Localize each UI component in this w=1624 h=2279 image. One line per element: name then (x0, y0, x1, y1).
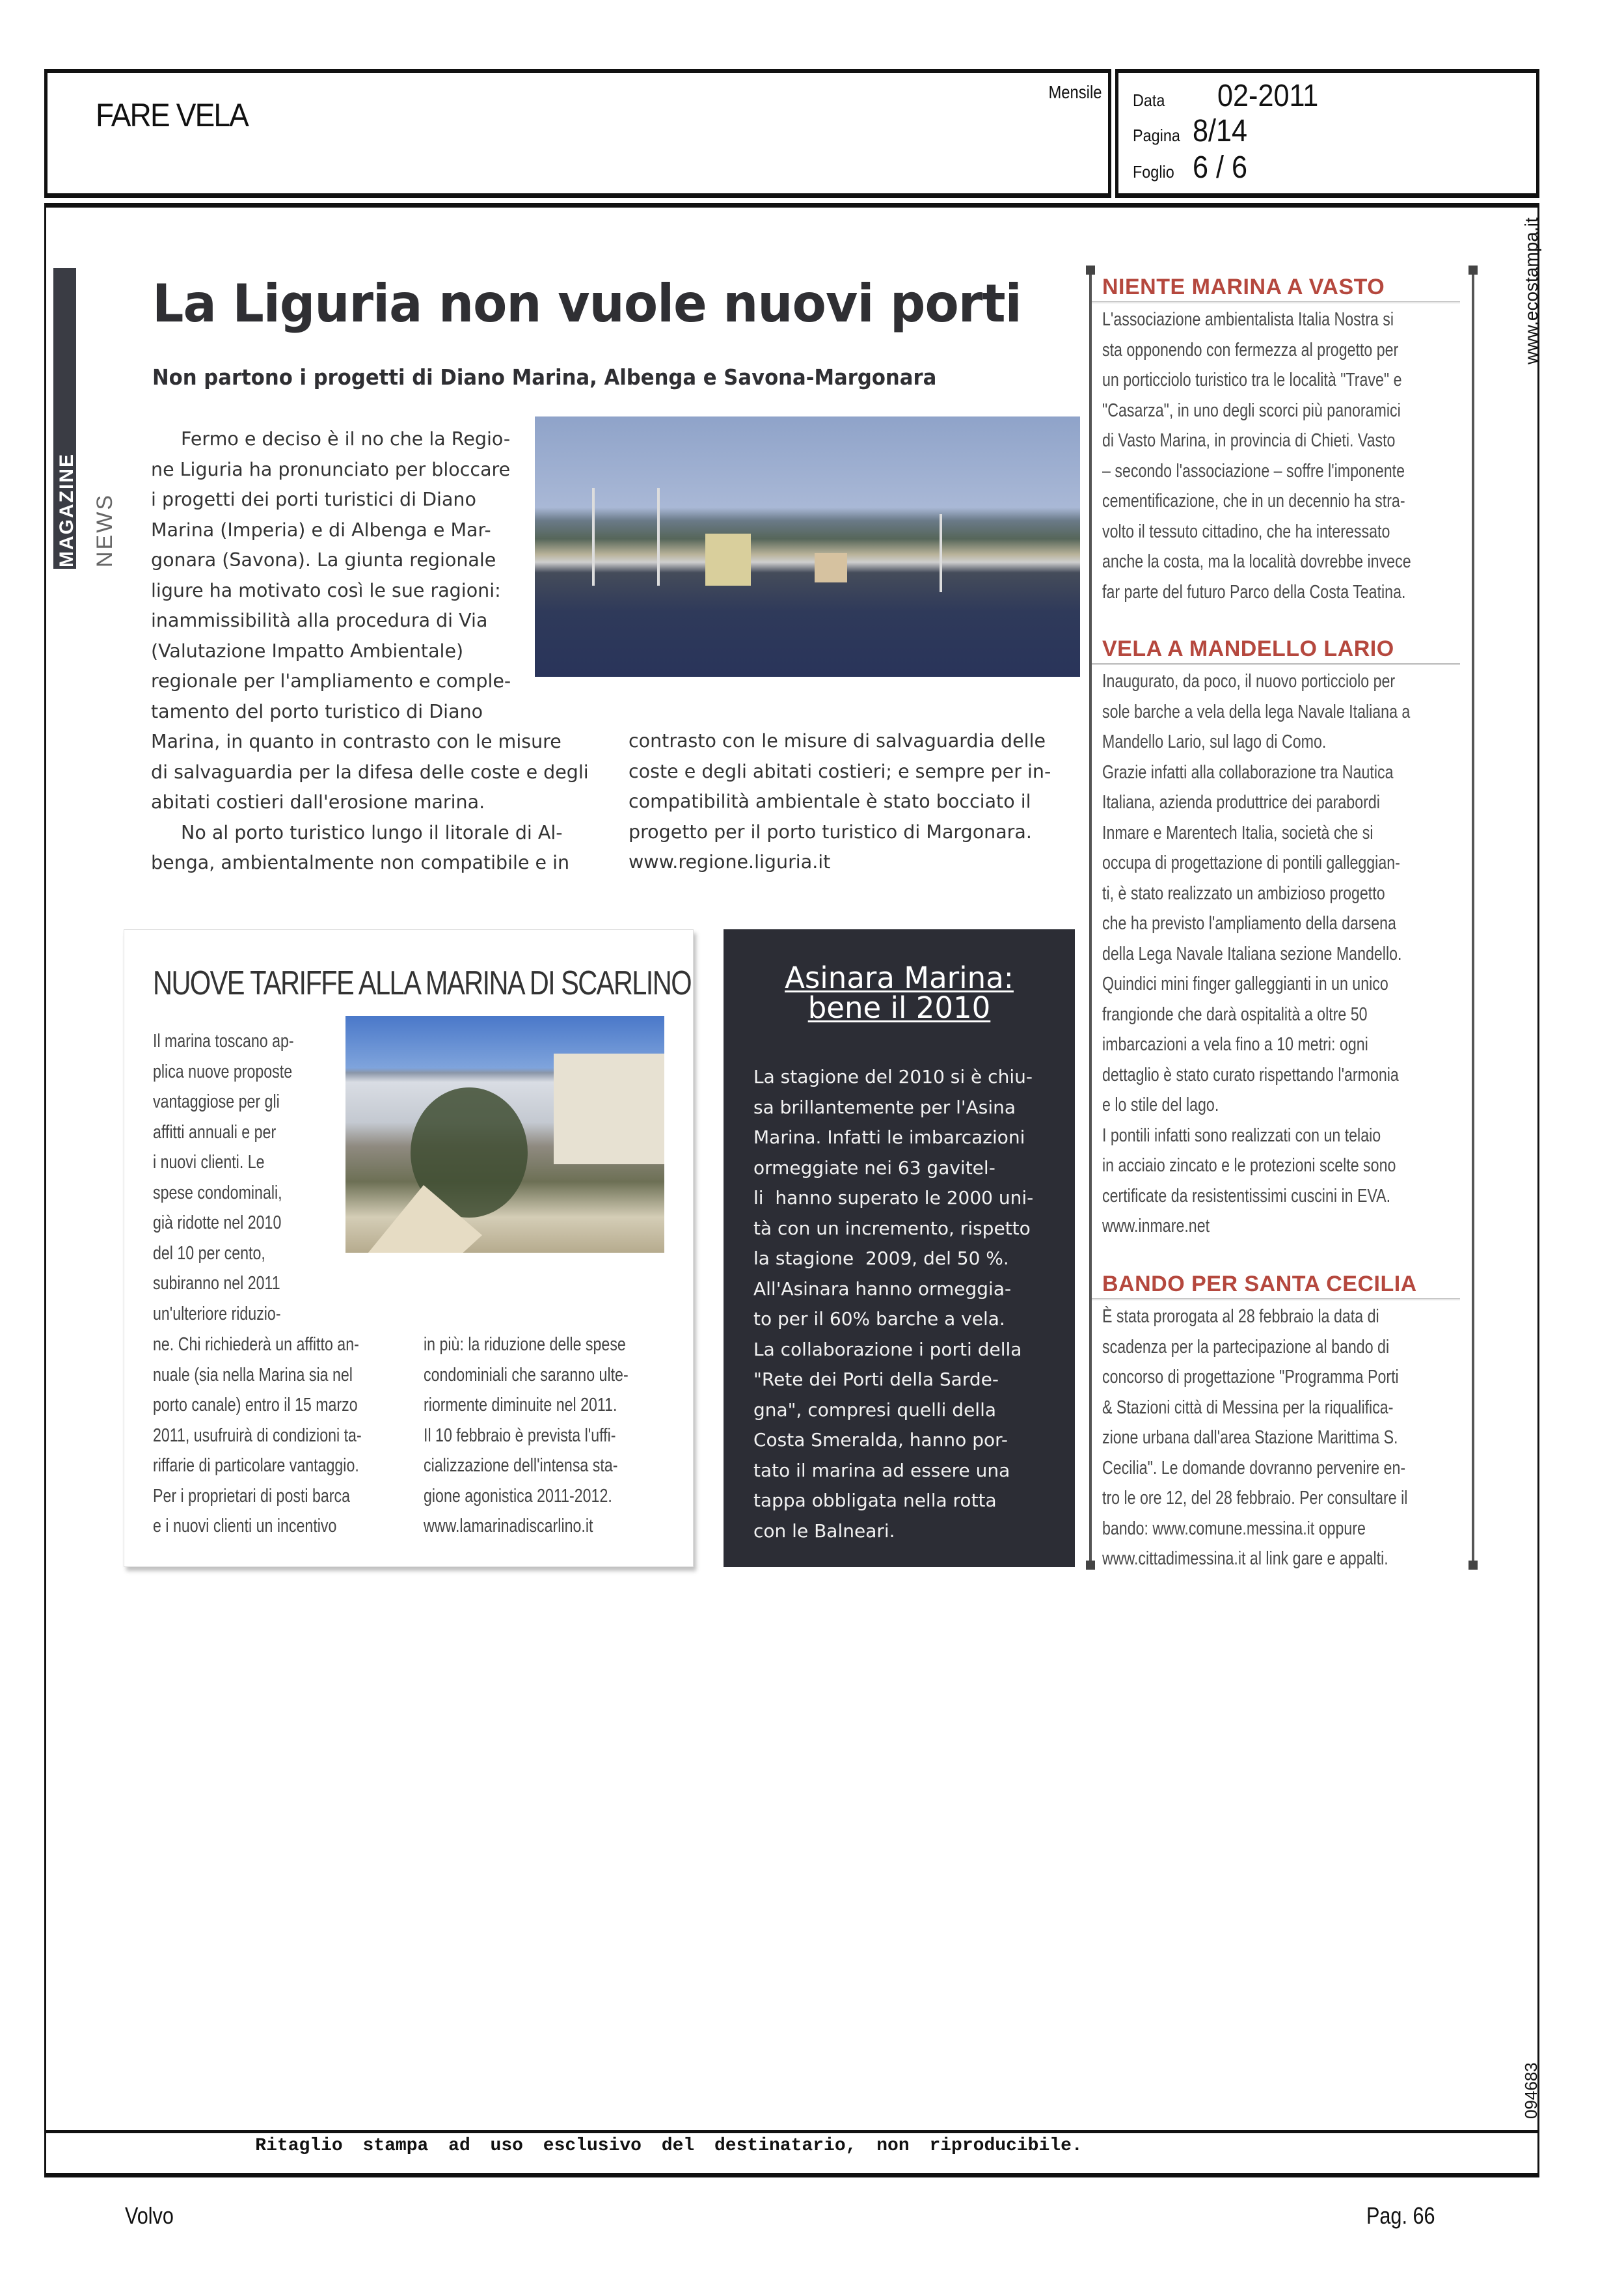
text-line: affitti annuali e per (153, 1121, 277, 1143)
text-line: con le Balneari. (753, 1520, 895, 1542)
text-line: Italiana, azienda produttrice dei parabordi (1102, 792, 1380, 813)
photo-mast (940, 514, 942, 592)
text-line: di salvaguardia per la difesa delle coste e degli (151, 761, 589, 783)
text-line: tro le ore 12, del 28 febbraio. Per consultare il (1102, 1488, 1408, 1508)
text-line: riffarie di particolare vantaggio. (153, 1455, 359, 1476)
rule-cap (1086, 266, 1095, 275)
meta-page-value: 8/14 (1193, 114, 1248, 148)
section-tab-label: MAGAZINE (56, 453, 77, 567)
text-line: ne. Chi richiederà un affitto an- (153, 1334, 359, 1355)
text-line: cementificazione, che in un decennio ha stra- (1102, 491, 1405, 512)
text-line: Marina, in quanto in contrasto con le misure (151, 731, 562, 752)
page-number: Pag. 66 (1366, 2202, 1435, 2229)
news-heading: BANDO PER SANTA CECILIA (1092, 1272, 1460, 1300)
scarlino-news-box (124, 929, 694, 1567)
marina-photo-liguria (535, 416, 1080, 677)
article-link[interactable]: www.regione.liguria.it (629, 851, 831, 873)
news-item-santa-cecilia (1102, 1272, 1461, 1574)
text-line: (Valutazione Impatto Ambientale) (151, 640, 464, 662)
text-line: ne Liguria ha pronunciato per bloccare (151, 458, 511, 480)
text-line: concorso di progettazione "Programma Porti (1102, 1367, 1399, 1387)
clipping-notice: Ritaglio stampa ad uso esclusivo del destinatario, non riproducibile. (255, 2136, 1083, 2156)
text-line: in più: la riduzione delle spese (424, 1334, 626, 1355)
rule-cap (1468, 1561, 1478, 1570)
article-column-2 (629, 726, 1071, 878)
article-headline: La Liguria non vuole nuovi porti (152, 273, 1022, 334)
asinara-title-line-1: Asinara Marina: (785, 961, 1014, 995)
text-line: e i nuovi clienti un incentivo (153, 1516, 337, 1536)
text-line: un porticciolo turistico tra le località "Trave" e (1102, 370, 1402, 390)
news-heading: VELA A MANDELLO LARIO (1092, 636, 1460, 665)
text-line: sta opponendo con fermezza al progetto per (1102, 339, 1399, 361)
news-body (1102, 666, 1461, 1242)
text-line: & Stazioni città di Messina per la riqualifica- (1102, 1397, 1394, 1418)
publication-title: FARE VELA (96, 97, 248, 133)
text-line: che ha previsto l'ampliamento della darsena (1102, 913, 1396, 934)
header-meta-box (1115, 69, 1539, 198)
text-line: Il 10 febbraio è prevista l'uffi- (424, 1425, 616, 1446)
text-line: regionale per l'ampliamento e comple- (151, 670, 511, 692)
text-line: porto canale) entro il 15 marzo (153, 1395, 358, 1415)
text-line: tappa obbligata nella rotta (753, 1490, 997, 1511)
text-line: 2011, usufruirà di condizioni ta- (153, 1425, 362, 1446)
text-line: del 10 per cento, (153, 1242, 265, 1264)
scarlino-link[interactable]: www.lamarinadiscarlino.it (424, 1516, 593, 1536)
text-line: contrasto con le misure di salvaguardia delle (629, 730, 1046, 752)
text-line: tamento del porto turistico di Diano (151, 700, 483, 722)
meta-date (1133, 78, 1330, 114)
text-line: dettaglio è stato curato rispettando l'armonia (1102, 1064, 1399, 1085)
scarlino-column-a (153, 1026, 309, 1329)
text-line: della Lega Navale Italiana sezione Mandello. (1102, 943, 1402, 964)
text-line: Costa Smeralda, hanno por- (753, 1429, 1008, 1451)
text-line: gna", compresi quelli della (753, 1399, 997, 1421)
text-line: gione agonistica 2011-2012. (424, 1485, 612, 1507)
text-line: cializzazione dell'intensa sta- (424, 1455, 618, 1476)
news-heading: NIENTE MARINA A VASTO (1092, 275, 1460, 303)
photo-building (815, 553, 847, 582)
news-item-vasto (1102, 275, 1461, 607)
asinara-title-line-2: bene il 2010 (807, 990, 991, 1025)
meta-page-label: Pagina (1133, 126, 1180, 145)
text-line: I pontili infatti sono realizzati con un telaio (1102, 1125, 1381, 1146)
text-line: la stagione 2009, del 50 %. (753, 1248, 1009, 1269)
text-line: compatibilità ambientale è stato bocciato il (629, 791, 1031, 812)
meta-sheet (1133, 150, 1253, 185)
text-line: Marina (Imperia) e di Albenga e Mar- (151, 519, 491, 541)
text-line: scadenza per la partecipazione al bando di (1102, 1336, 1390, 1358)
text-line: abitati costieri dall'erosione marina. (151, 791, 485, 813)
text-line: già ridotte nel 2010 (153, 1212, 282, 1233)
text-line: coste e degli abitati costieri; e sempre per in- (629, 760, 1051, 782)
text-line: Quindici mini finger galleggianti in un unico (1102, 974, 1388, 994)
text-line: Fermo e deciso è il no che la Regio- (181, 428, 511, 450)
text-line: anche la costa, ma la località dovrebbe invece (1102, 551, 1411, 572)
text-line: Inaugurato, da poco, il nuovo porticciolo per (1102, 671, 1396, 692)
meta-sheet-label: Foglio (1133, 162, 1174, 182)
text-line: ormeggiate nei 63 gavitel- (753, 1156, 995, 1179)
text-line: imbarcazioni a vela fino a 10 metri: ogni (1102, 1034, 1368, 1055)
news-link[interactable]: bando: www.comune.messina.it oppure (1102, 1518, 1366, 1539)
meta-date-value: 02-2011 (1217, 79, 1319, 113)
text-line: riormente diminuite nel 2011. (424, 1395, 617, 1415)
text-line: "Casarza", in uno degli scorci più panoramici (1102, 400, 1401, 421)
scarlino-column-c (424, 1330, 671, 1542)
text-line: li hanno superato le 2000 uni- (753, 1187, 1034, 1208)
text-line: Marina. Infatti le imbarcazioni (753, 1126, 1025, 1148)
text-line: tà con un incremento, rispetto (753, 1217, 1031, 1239)
photo-mast (657, 488, 660, 586)
text-line: All'Asinara hanno ormeggia- (753, 1277, 1012, 1300)
asinara-news-box (724, 929, 1075, 1567)
watermark-url: www.ecostampa.it (1521, 217, 1541, 364)
asinara-body (753, 1062, 1059, 1546)
asinara-title (724, 963, 1075, 1023)
text-line: sa brillantemente per l'Asina (753, 1096, 1016, 1118)
text-line: inammissibilità alla procedura di Via (151, 610, 488, 631)
text-line: ligure ha motivato così le sue ragioni: (151, 579, 501, 601)
text-line: La stagione del 2010 si è chiu- (753, 1066, 1033, 1087)
text-line: zione urbana dall'area Stazione Marittima S. (1102, 1427, 1398, 1448)
text-line: occupa di progettazione di pontili galleggian- (1102, 853, 1400, 873)
text-line: in acciaio zincato e le protezioni scelte sono (1102, 1155, 1396, 1176)
photo-building (554, 1054, 664, 1164)
text-line: ti, è stato realizzato un ambizioso progetto (1102, 882, 1385, 904)
text-line: volto il tessuto cittadino, che ha interessato (1102, 521, 1390, 542)
text-line: condominiali che saranno ulte- (424, 1364, 629, 1385)
rule-cap (1468, 266, 1478, 275)
section-sub-label: NEWS (92, 493, 117, 567)
news-body (1102, 1302, 1461, 1574)
text-line: No al porto turistico lungo il litorale di Al- (181, 821, 563, 843)
text-line: gonara (Savona). La giunta regionale (151, 549, 496, 571)
meta-sheet-value: 6 / 6 (1193, 150, 1248, 185)
text-line: Mandello Lario, sul lago di Como. (1102, 731, 1327, 752)
header-publication-box (44, 69, 1111, 198)
text-line: to per il 60% barche a vela. (753, 1308, 1005, 1330)
text-line: un'ulteriore riduzio- (153, 1303, 281, 1324)
photo-building (705, 534, 751, 586)
text-line: L'associazione ambientalista Italia Nostra si (1102, 309, 1394, 330)
text-line: "Rete dei Porti della Sarde- (753, 1369, 999, 1390)
article-paragraph-1 (151, 424, 541, 727)
text-line: di Vasto Marina, in provincia di Chieti. Vasto (1102, 430, 1396, 451)
text-line: plica nuove proposte (153, 1061, 293, 1082)
text-line: Inmare e Marentech Italia, società che si (1102, 822, 1374, 843)
meta-date-label: Data (1133, 90, 1165, 110)
column-rule-right (1472, 268, 1474, 1570)
text-line: nuale (sia nella Marina sia nel (153, 1364, 353, 1385)
text-line: subiranno nel 2011 (153, 1273, 280, 1294)
news-item-mandello (1102, 636, 1461, 1242)
text-line: Cecilia". Le domande dovranno pervenire en- (1102, 1457, 1406, 1479)
client-name: Volvo (125, 2202, 174, 2229)
article-column-1 (151, 424, 593, 879)
text-line: – secondo l'associazione – soffre l'imponente (1102, 460, 1405, 482)
text-line: spese condominali, (153, 1182, 282, 1203)
text-line: Grazie infatti alla collaborazione tra Nautica (1102, 761, 1394, 783)
text-line: vantaggiose per gli (153, 1091, 280, 1112)
scarlino-title: NUOVE TARIFFE ALLA MARINA DI SCARLINO (153, 964, 691, 1002)
text-line: frangionde che darà ospitalità a oltre 50 (1102, 1003, 1368, 1025)
article-subheadline: Non partono i progetti di Diano Marina, Albenga e Savona-Margonara (152, 364, 937, 390)
text-line: benga, ambientalmente non compatibile e in (151, 852, 570, 873)
text-line: i progetti dei porti turistici di Diano (151, 489, 476, 510)
text-line: e lo stile del lago. (1102, 1095, 1219, 1115)
scarlino-column-b (153, 1330, 400, 1542)
text-line: sole barche a vela della lega Navale Italiana a (1102, 701, 1411, 722)
text-line: La collaborazione i porti della (753, 1338, 1022, 1360)
text-line: i nuovi clienti. Le (153, 1152, 265, 1173)
text-line: progetto per il porto turistico di Margonara. (629, 821, 1032, 843)
meta-page (1133, 113, 1253, 149)
text-line: certificate da resistentissimi cuscini in EVA. (1102, 1185, 1391, 1207)
news-link[interactable]: www.cittadimessina.it al link gare e appalti. (1102, 1548, 1388, 1569)
news-link[interactable]: www.inmare.net (1102, 1216, 1210, 1236)
clip-code: 094683 (1521, 2062, 1541, 2119)
marina-photo-scarlino (345, 1016, 664, 1253)
text-line: Il marina toscano ap- (153, 1031, 294, 1052)
text-line: far parte del futuro Parco della Costa Teatina. (1102, 581, 1406, 603)
text-line: È stata prorogata al 28 febbraio la data di (1102, 1306, 1379, 1327)
footer-divider (44, 2130, 1539, 2133)
column-rule-left (1089, 268, 1092, 1570)
rule-cap (1086, 1561, 1095, 1570)
frequency-label: Mensile (1048, 82, 1102, 102)
text-line: Per i proprietari di posti barca (153, 1485, 351, 1507)
news-body (1102, 305, 1461, 607)
text-line: tato il marina ad essere una (753, 1459, 1010, 1481)
